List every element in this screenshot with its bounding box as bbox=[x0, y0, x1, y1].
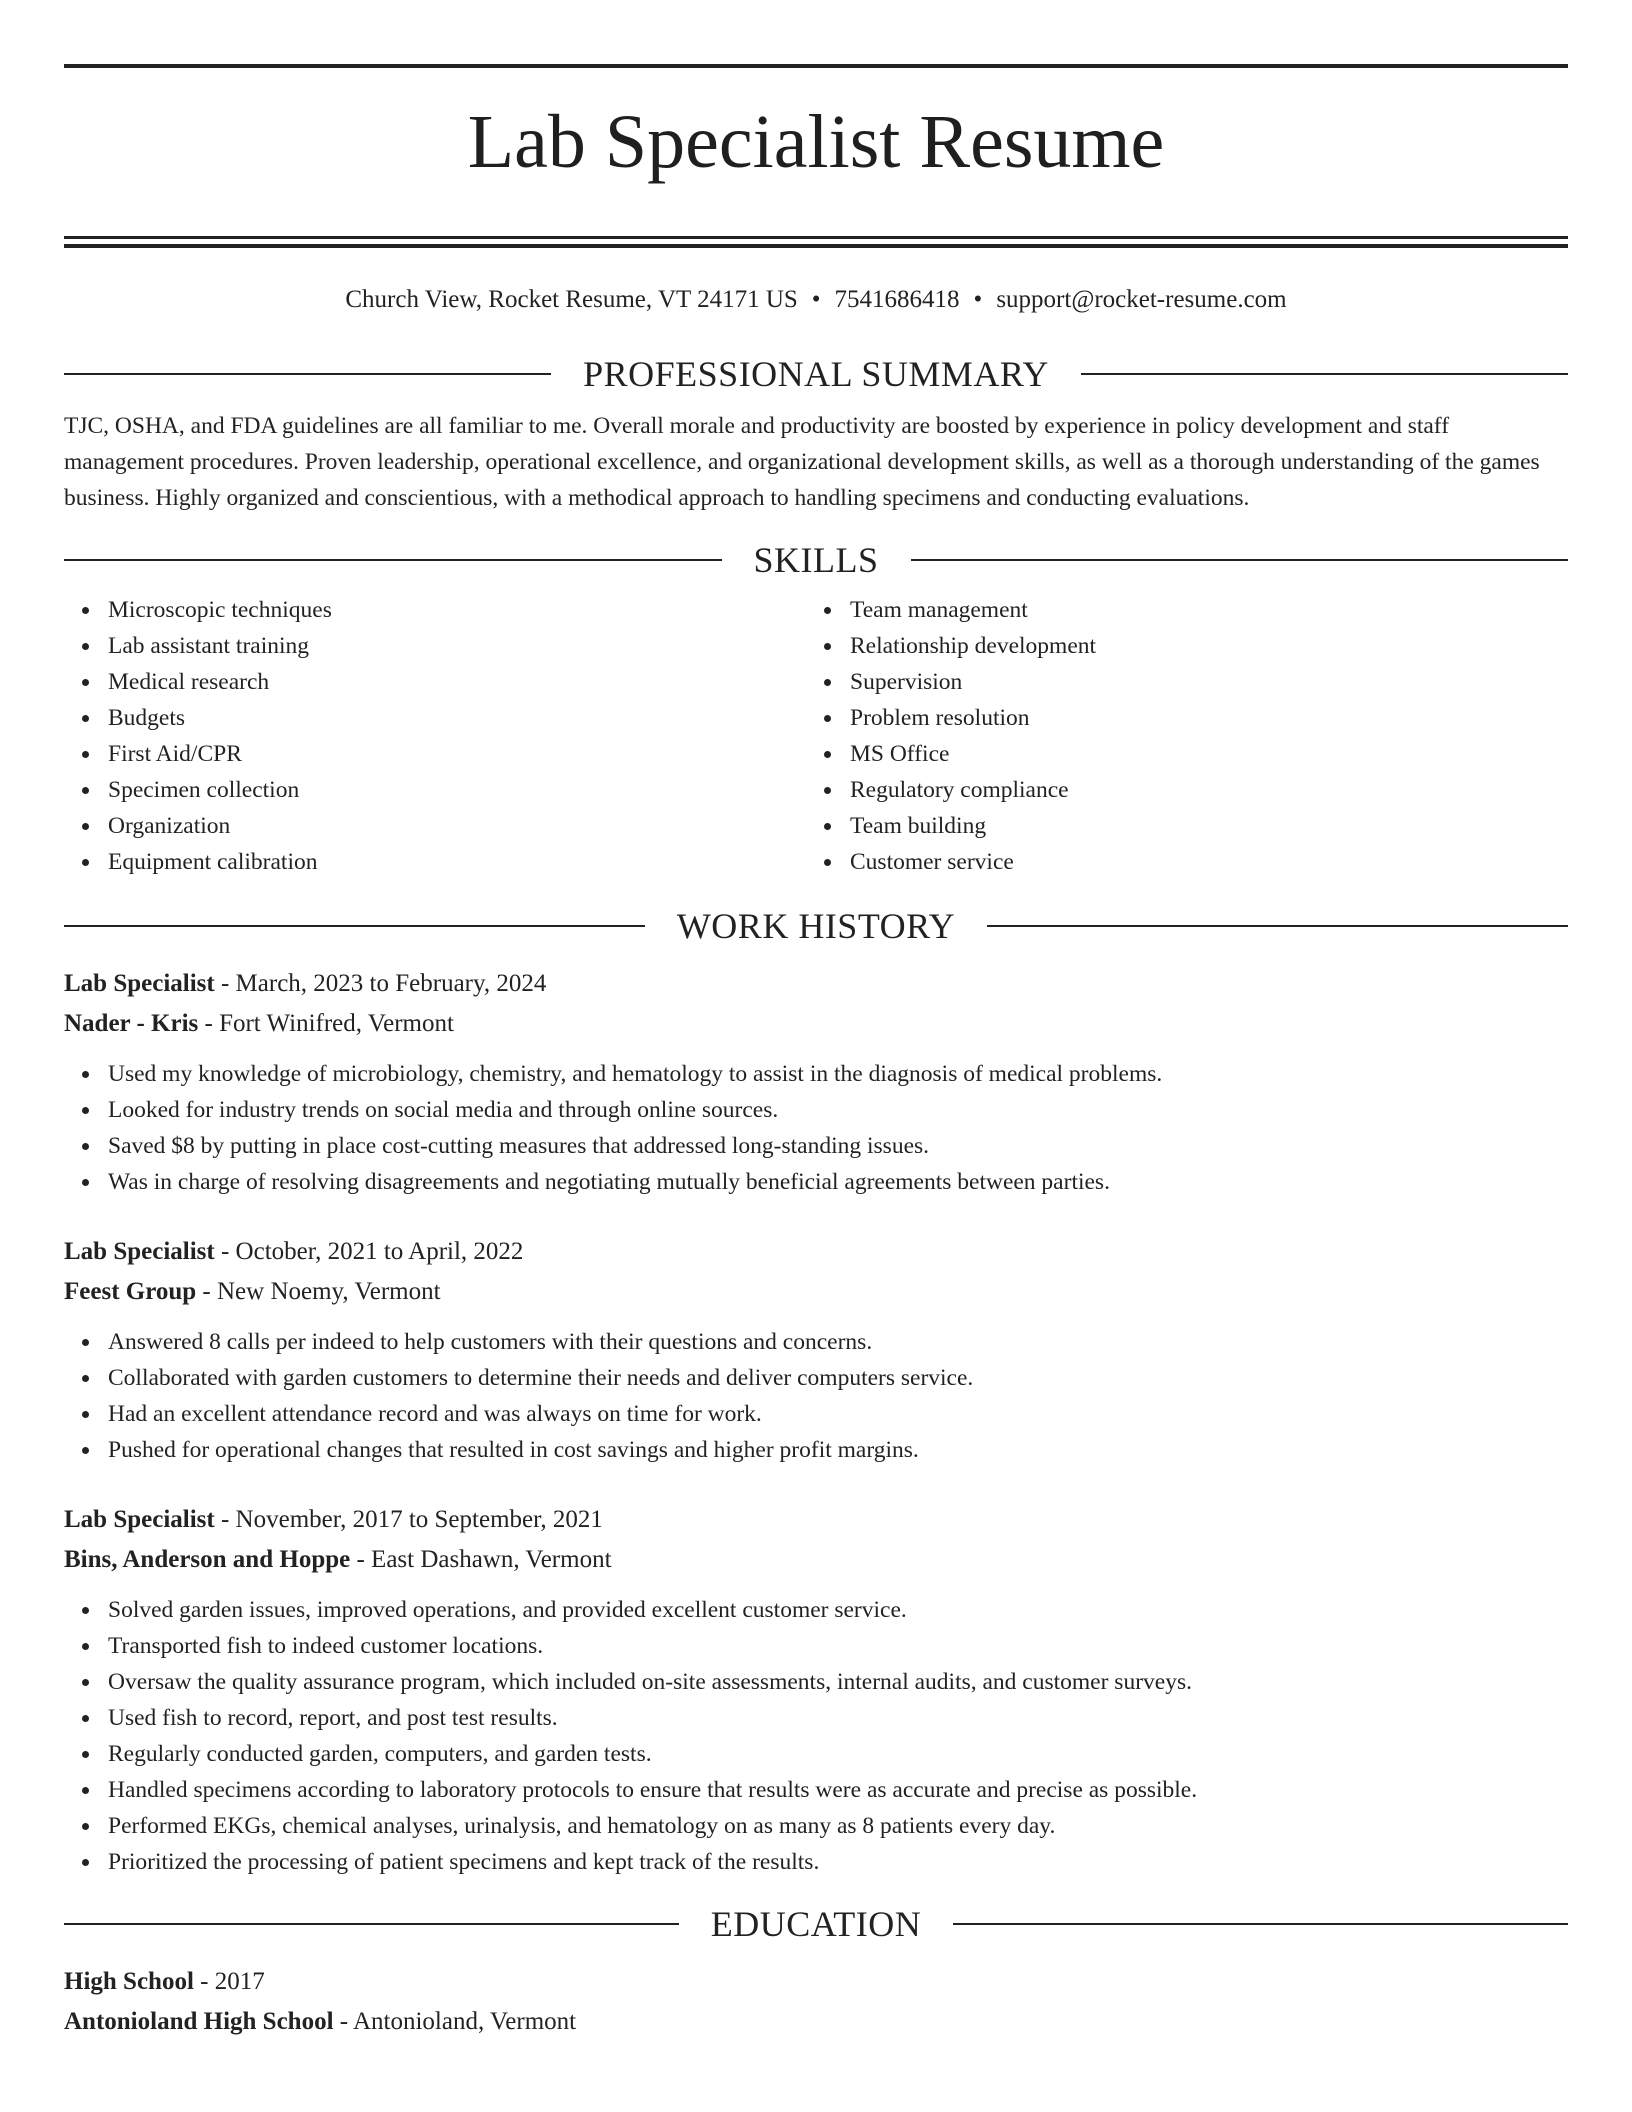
job-title: Lab Specialist bbox=[64, 1238, 215, 1265]
list-item: Was in charge of resolving disagreements and negotiating mutually beneficial agreements between parties. bbox=[108, 1164, 1568, 1200]
list-item: Handled specimens according to laboratory protocols to ensure that results were as accurate and precise as possible. bbox=[108, 1772, 1568, 1808]
list-item: Regularly conducted garden, computers, and garden tests. bbox=[108, 1736, 1568, 1772]
job-location: - New Noemy, Vermont bbox=[196, 1278, 441, 1305]
section-heading-education: EDUCATION bbox=[64, 1902, 1568, 1946]
list-item: MS Office bbox=[850, 736, 1548, 772]
list-item: Lab assistant training bbox=[108, 628, 806, 664]
list-item: Problem resolution bbox=[850, 700, 1548, 736]
job-bullets bbox=[64, 1056, 1568, 1200]
list-item: Prioritized the processing of patient specimens and kept track of the results. bbox=[108, 1844, 1568, 1880]
top-rule bbox=[64, 64, 1568, 68]
list-item: Supervision bbox=[850, 664, 1548, 700]
list-item: Solved garden issues, improved operations, and provided excellent customer service. bbox=[108, 1592, 1568, 1628]
job-company: Bins, Anderson and Hoppe bbox=[64, 1546, 351, 1573]
list-item: Organization bbox=[108, 808, 806, 844]
list-item: Relationship development bbox=[850, 628, 1548, 664]
list-item: Microscopic techniques bbox=[108, 592, 806, 628]
list-item: Used fish to record, report, and post test results. bbox=[108, 1700, 1568, 1736]
job-company: Nader - Kris bbox=[64, 1010, 199, 1037]
contact-email: support@rocket-resume.com bbox=[996, 286, 1287, 313]
list-item: First Aid/CPR bbox=[108, 736, 806, 772]
job-entry bbox=[64, 1500, 1568, 1880]
list-item: Budgets bbox=[108, 700, 806, 736]
job-dates: - October, 2021 to April, 2022 bbox=[214, 1238, 524, 1265]
job-dates: - March, 2023 to February, 2024 bbox=[214, 970, 547, 997]
education-year: - 2017 bbox=[193, 1968, 265, 1995]
resume-page bbox=[64, 64, 1568, 2042]
job-bullets bbox=[64, 1592, 1568, 1880]
list-item: Saved $8 by putting in place cost-cutting measures that addressed long-standing issues. bbox=[108, 1128, 1568, 1164]
list-item: Medical research bbox=[108, 664, 806, 700]
contact-phone: 7541686418 bbox=[834, 286, 960, 313]
contact-line bbox=[64, 284, 1568, 316]
title-double-rule bbox=[64, 236, 1568, 248]
list-item: Regulatory compliance bbox=[850, 772, 1548, 808]
list-item: Equipment calibration bbox=[108, 844, 806, 880]
work-history bbox=[64, 964, 1568, 1880]
list-item: Team building bbox=[850, 808, 1548, 844]
job-company: Feest Group bbox=[64, 1278, 197, 1305]
resume-title: Lab Specialist Resume bbox=[467, 100, 1165, 184]
skills-column-left bbox=[64, 592, 806, 880]
list-item: Pushed for operational changes that resulted in cost savings and higher profit margins. bbox=[108, 1432, 1568, 1468]
list-item: Collaborated with garden customers to determine their needs and deliver computers service. bbox=[108, 1360, 1568, 1396]
section-heading-summary: PROFESSIONAL SUMMARY bbox=[64, 352, 1568, 396]
summary-text: TJC, OSHA, and FDA guidelines are all familiar to me. Overall morale and productivity are boosted by experience in policy development and staff management procedures. Proven leadership, operational excellence, and organizational development skills, as well as a thorough understanding of the games business. Highly organized and conscientious, with a methodical approach to handling specimens and conducting evaluations. bbox=[64, 413, 1540, 511]
education-degree: High School bbox=[64, 1968, 194, 1995]
skills-list bbox=[64, 592, 1568, 880]
list-item: Had an excellent attendance record and was always on time for work. bbox=[108, 1396, 1568, 1432]
contact-separator: • bbox=[811, 286, 821, 313]
job-location: - East Dashawn, Vermont bbox=[350, 1546, 612, 1573]
list-item: Used my knowledge of microbiology, chemistry, and hematology to assist in the diagnosis of medical problems. bbox=[108, 1056, 1568, 1092]
skills-column-right bbox=[806, 592, 1548, 880]
job-bullets bbox=[64, 1324, 1568, 1468]
job-title: Lab Specialist bbox=[64, 970, 215, 997]
list-item: Performed EKGs, chemical analyses, urinalysis, and hematology on as many as 8 patients every day. bbox=[108, 1808, 1568, 1844]
job-location: - Fort Winifred, Vermont bbox=[198, 1010, 454, 1037]
job-dates: - November, 2017 to September, 2021 bbox=[214, 1506, 603, 1533]
section-heading-skills: SKILLS bbox=[64, 538, 1568, 582]
contact-address: Church View, Rocket Resume, VT 24171 US bbox=[345, 286, 798, 313]
list-item: Looked for industry trends on social media and through online sources. bbox=[108, 1092, 1568, 1128]
section-heading-work: WORK HISTORY bbox=[64, 904, 1568, 948]
list-item: Customer service bbox=[850, 844, 1548, 880]
education-location: - Antonioland, Vermont bbox=[333, 2008, 577, 2035]
education-entry bbox=[64, 1962, 1568, 2042]
job-title: Lab Specialist bbox=[64, 1506, 215, 1533]
list-item: Specimen collection bbox=[108, 772, 806, 808]
list-item: Oversaw the quality assurance program, which included on-site assessments, internal audits, and customer surveys. bbox=[108, 1664, 1568, 1700]
list-item: Team management bbox=[850, 592, 1548, 628]
list-item: Transported fish to indeed customer locations. bbox=[108, 1628, 1568, 1664]
job-entry bbox=[64, 1232, 1568, 1468]
list-item: Answered 8 calls per indeed to help customers with their questions and concerns. bbox=[108, 1324, 1568, 1360]
contact-separator: • bbox=[973, 286, 983, 313]
education-school: Antonioland High School bbox=[64, 2008, 334, 2035]
job-entry bbox=[64, 964, 1568, 1200]
